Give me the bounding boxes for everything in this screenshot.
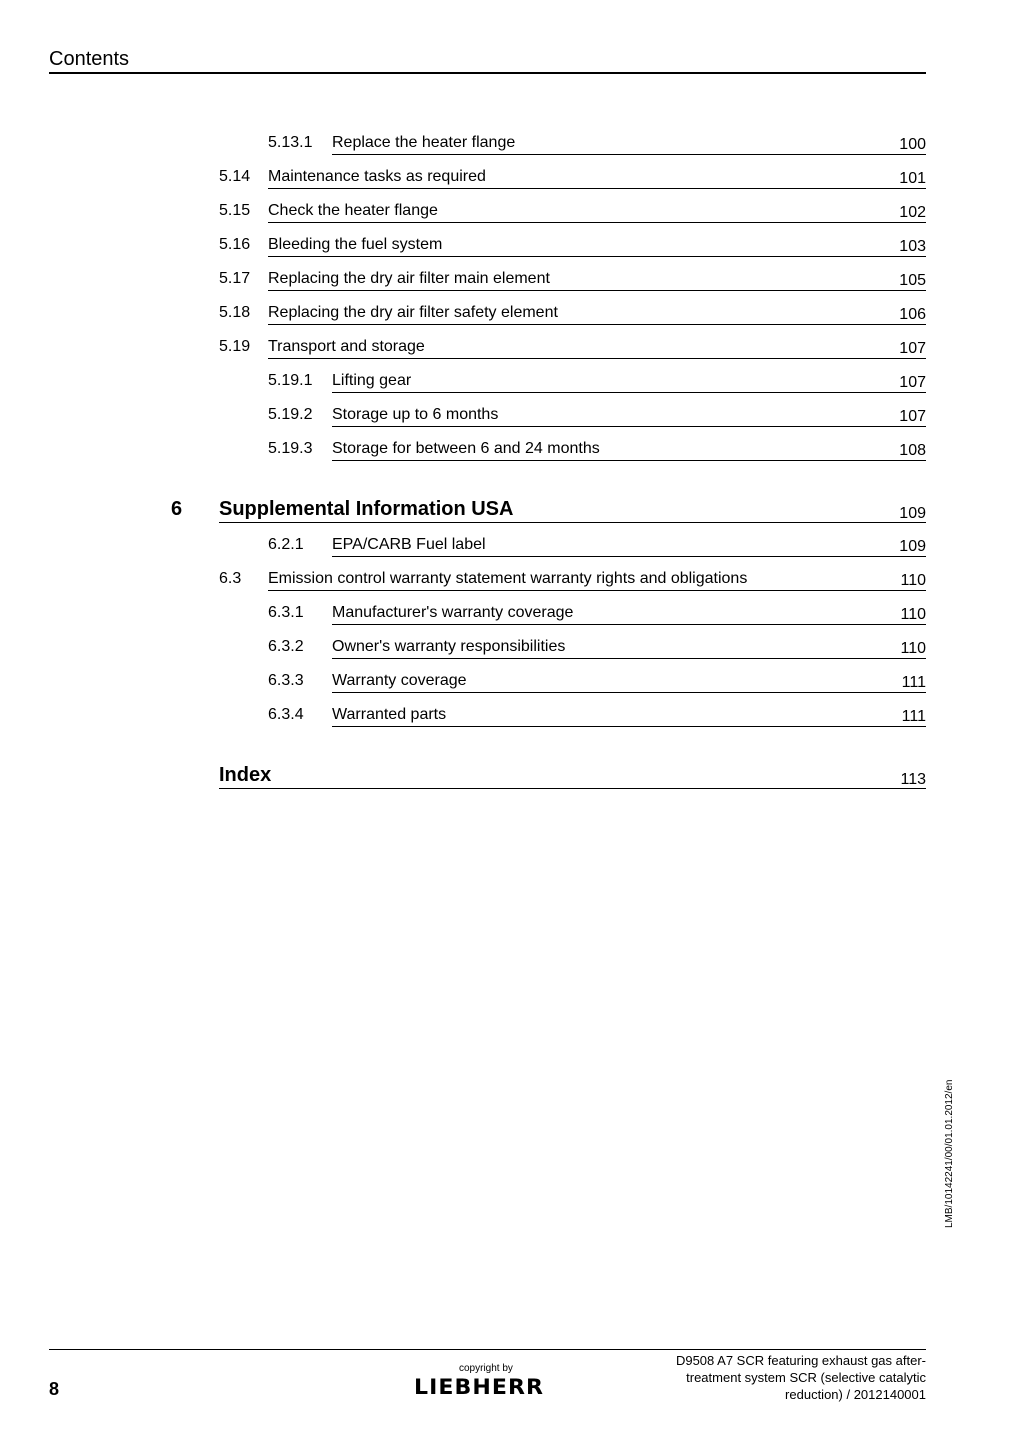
toc-entry-page: 100: [899, 136, 926, 153]
toc-entry-title: Replacing the dry air filter main element: [268, 269, 926, 291]
toc-index[interactable]: [219, 763, 926, 803]
toc-entry-5-19-2[interactable]: [268, 405, 926, 439]
toc-entry-page: 107: [899, 340, 926, 357]
toc-entry-5-13-1[interactable]: [268, 133, 926, 167]
toc-entry-number: 5.19.2: [268, 406, 313, 423]
document-reference-vertical: LMB/10142241/00/01.01.2012/en: [944, 1079, 955, 1228]
toc-entry-5-15[interactable]: [219, 201, 926, 235]
header-rule: [49, 72, 926, 74]
toc-chapter-6[interactable]: [171, 497, 926, 537]
toc-entry-5-17[interactable]: [219, 269, 926, 303]
toc-entry-number: 6.3: [219, 570, 242, 587]
toc-index-page: 113: [900, 771, 926, 788]
toc-entry-number: 6.2.1: [268, 536, 304, 553]
toc-entry-title: Replace the heater flange: [332, 133, 926, 155]
liebherr-logo: LIEBHERR: [414, 1375, 545, 1399]
toc-entry-6-3-1[interactable]: [268, 603, 926, 637]
toc-entry-page: 105: [899, 272, 926, 289]
toc-entry-page: 101: [899, 170, 926, 187]
copyright-label: copyright by: [459, 1363, 513, 1374]
toc-entry-page: 110: [900, 606, 926, 623]
toc-entry-number: 6.3.2: [268, 638, 304, 655]
toc-entry-title: Maintenance tasks as required: [268, 167, 926, 189]
toc-entry-page: 111: [901, 674, 926, 691]
toc-entry-title: Warranted parts: [332, 705, 926, 727]
toc-entry-page: 110: [900, 640, 926, 657]
toc-entry-title: Storage up to 6 months: [332, 405, 926, 427]
header-title: Contents: [49, 48, 130, 70]
toc-entry-number: 5.15: [219, 202, 251, 219]
page-number: 8: [49, 1379, 60, 1399]
toc-entry-page: 106: [899, 306, 926, 323]
toc-entry-number: 6.3.3: [268, 672, 304, 689]
toc-entry-6-2-1[interactable]: [268, 535, 926, 569]
toc-entry-title: Bleeding the fuel system: [268, 235, 926, 257]
toc-entry-6-3[interactable]: [219, 569, 926, 603]
footer-rule: [49, 1349, 926, 1350]
toc-entry-5-14[interactable]: [219, 167, 926, 201]
toc-entry-title: Check the heater flange: [268, 201, 926, 223]
toc-entry-number: 5.19.3: [268, 440, 313, 457]
toc-entry-title: Replacing the dry air filter safety element: [268, 303, 926, 325]
toc-entry-title: EPA/CARB Fuel label: [332, 535, 926, 557]
toc-entry-page: 110: [900, 572, 926, 589]
toc-entry-number: 5.16: [219, 236, 251, 253]
toc-chapter-title: Supplemental Information USA: [219, 497, 926, 523]
toc-entry-number: 6.3.1: [268, 604, 304, 621]
toc-entry-number: 6.3.4: [268, 706, 304, 723]
toc-entry-5-19-3[interactable]: [268, 439, 926, 473]
toc-entry-title: Transport and storage: [268, 337, 926, 359]
toc-entry-number: 5.18: [219, 304, 251, 321]
document-title-line: D9508 A7 SCR featuring exhaust gas after-: [675, 1353, 926, 1368]
document-title-footer: [636, 1352, 926, 1403]
toc-index-title: Index: [219, 763, 926, 789]
toc-entry-title: Lifting gear: [332, 371, 926, 393]
toc-entry-6-3-3[interactable]: [268, 671, 926, 705]
toc-entry-number: 5.19.1: [268, 372, 313, 389]
toc-entry-title: Emission control warranty statement warranty rights and obligations: [268, 569, 926, 591]
toc-entry-title: Manufacturer's warranty coverage: [332, 603, 926, 625]
document-title-line: reduction) / 2012140001: [785, 1387, 926, 1402]
document-title-line: treatment system SCR (selective catalytic: [686, 1370, 926, 1385]
toc-entry-page: 108: [899, 442, 926, 459]
toc-entry-5-18[interactable]: [219, 303, 926, 337]
toc-entry-6-3-2[interactable]: [268, 637, 926, 671]
toc-entry-number: 5.17: [219, 270, 251, 287]
toc-entry-page: 102: [899, 204, 926, 221]
toc-entry-title: Storage for between 6 and 24 months: [332, 439, 926, 461]
toc-chapter-page: 109: [899, 505, 926, 522]
toc-entry-5-19[interactable]: [219, 337, 926, 371]
toc-entry-number: 5.14: [219, 168, 251, 185]
toc-entry-page: 107: [899, 408, 926, 425]
toc-entry-title: Warranty coverage: [332, 671, 926, 693]
toc-entry-number: 5.13.1: [268, 134, 313, 151]
toc-entry-page: 111: [901, 708, 926, 725]
toc-entry-5-16[interactable]: [219, 235, 926, 269]
toc-entry-page: 103: [899, 238, 926, 255]
toc-entry-5-19-1[interactable]: [268, 371, 926, 405]
toc-entry-title: Owner's warranty responsibilities: [332, 637, 926, 659]
toc-entry-page: 109: [899, 538, 926, 555]
toc-chapter-number: 6: [171, 498, 183, 520]
toc-entry-6-3-4[interactable]: [268, 705, 926, 739]
toc-entry-page: 107: [899, 374, 926, 391]
toc-entry-number: 5.19: [219, 338, 251, 355]
